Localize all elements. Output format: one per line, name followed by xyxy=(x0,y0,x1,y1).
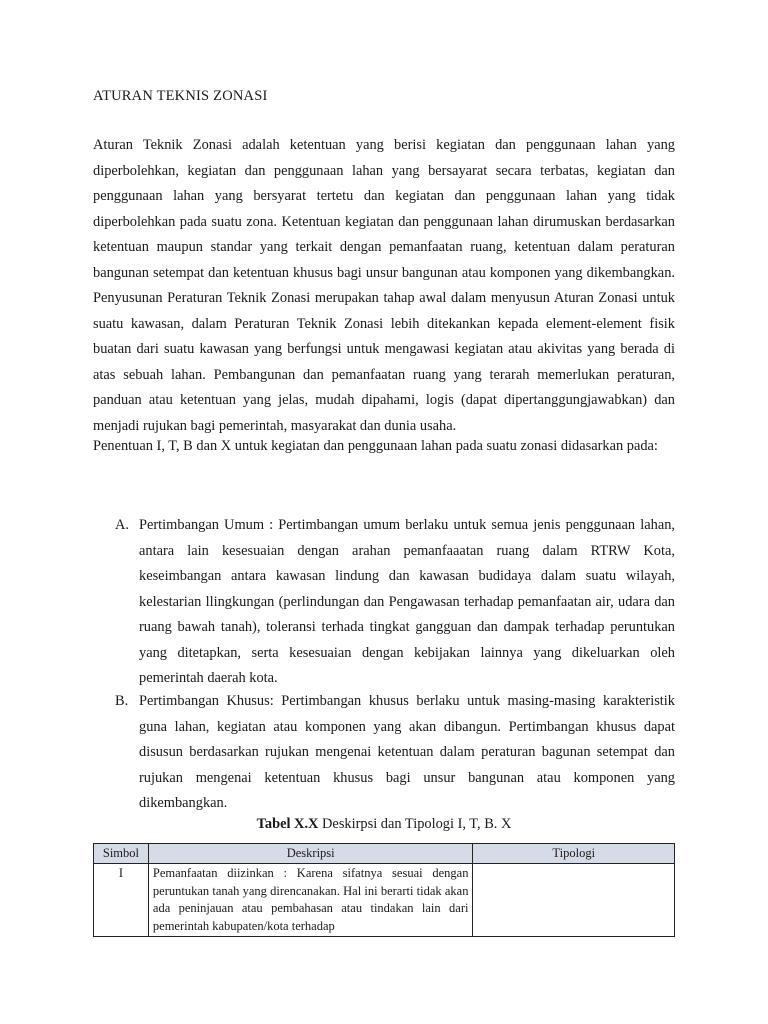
cell-deskripsi: Pemanfaatan diizinkan : Karena sifatnya sesuai dengan peruntukan tanah yang direncanakan. Hal ini berarti tidak akan ada peninjauan atau pembahasan atau tindakan lain dari pemerintah kabupaten/kota terhadap xyxy=(148,864,473,937)
list-item-text: Pertimbangan Khusus: Pertimbangan khusus berlaku untuk masing-masing karakteristik guna lahan, kegiatan atau komponen yang akan dibangun. Pertimbangan khusus dapat disusun berdasarkan rujukan mengenai ketentuan dalam peraturan bagunan setempat dan rujukan mengenai ketentuan khusus bagi unsur bangunan atau komponen yang dikembangkan. xyxy=(139,693,675,811)
paragraph-penentuan: Penentuan I, T, B dan X untuk kegiatan dan penggunaan lahan pada suatu zonasi didasarkan pada: xyxy=(93,438,658,454)
header-tipologi: Tipologi xyxy=(473,844,675,864)
list-marker: B. xyxy=(115,693,129,709)
criteria-list-b xyxy=(93,689,675,817)
table-header-row xyxy=(94,844,675,864)
paragraph-intro: Aturan Teknik Zonasi adalah ketentuan yang berisi kegiatan dan penggunaan lahan yang diperbolehkan, kegiatan dan penggunaan lahan yang bersayarat secara terbatas, kegiatan dan penggunaan lahan yang bersyarat tertetu dan kegiatan dan penggunaan lahan yang tidak diperbolehkan pada suatu zona. Ketentuan kegiatan dan penggunaan lahan dirumuskan berdasarkan ketentuan maupun standar yang terkait dengan pemanfaatan ruang, ketentuan dalam peraturan bangunan setempat dan ketentuan khusus bagi unsur bangunan atau komponen yang dikembangkan. Penyusunan Peraturan Teknik Zonasi merupakan tahap awal dalam menyusun Aturan Zonasi untuk suatu kawasan, dalam Peraturan Teknik Zonasi lebih ditekankan kepada element-element fisik buatan dari suatu kawasan yang berfungsi untuk mengawasi kegiatan atau akivitas yang berada di atas sebuah lahan. Pembangunan dan pemanfaatan ruang yang terarah memerlukan peraturan, panduan atau ketentuan yang jelas, mudah dipahami, logis (dapat dipertanggungjawabkan) dan menjadi rujukan bagi pemerintah, masyarakat dan dunia usaha. xyxy=(93,137,675,434)
table-caption-label: Tabel X.X xyxy=(256,816,319,832)
list-marker: A. xyxy=(115,517,129,533)
header-deskripsi: Deskripsi xyxy=(148,844,473,864)
table-caption-text: Deskirpsi dan Tipologi I, T, B. X xyxy=(318,816,512,832)
table-caption xyxy=(93,816,675,833)
cell-tipologi xyxy=(473,864,675,937)
list-item xyxy=(93,513,675,692)
cell-simbol: I xyxy=(94,864,149,937)
description-table xyxy=(93,843,675,937)
document-title: ATURAN TEKNIS ZONASI xyxy=(93,88,268,104)
list-item xyxy=(93,689,675,817)
table-row xyxy=(94,864,675,937)
list-item-text: Pertimbangan Umum : Pertimbangan umum berlaku untuk semua jenis penggunaan lahan, antara lain kesesuaian dengan arahan pemanfaaatan ruang dalam RTRW Kota, keseimbangan antara kawasan lindung dan kawasan budidaya dalam suatu wilayah, kelestarian llingkungan (perlindungan dan Pengawasan terhadap pemanfaatan air, udara dan ruang bawah tanah), toleransi terhada tingkat gangguan dan dampak terhadap peruntukan yang ditetapkan, serta kesesuaian dengan kebijakan lainnya yang dikeluarkan oleh pemerintah daerah kota. xyxy=(139,517,675,686)
header-simbol: Simbol xyxy=(94,844,149,864)
criteria-list-a xyxy=(93,513,675,692)
